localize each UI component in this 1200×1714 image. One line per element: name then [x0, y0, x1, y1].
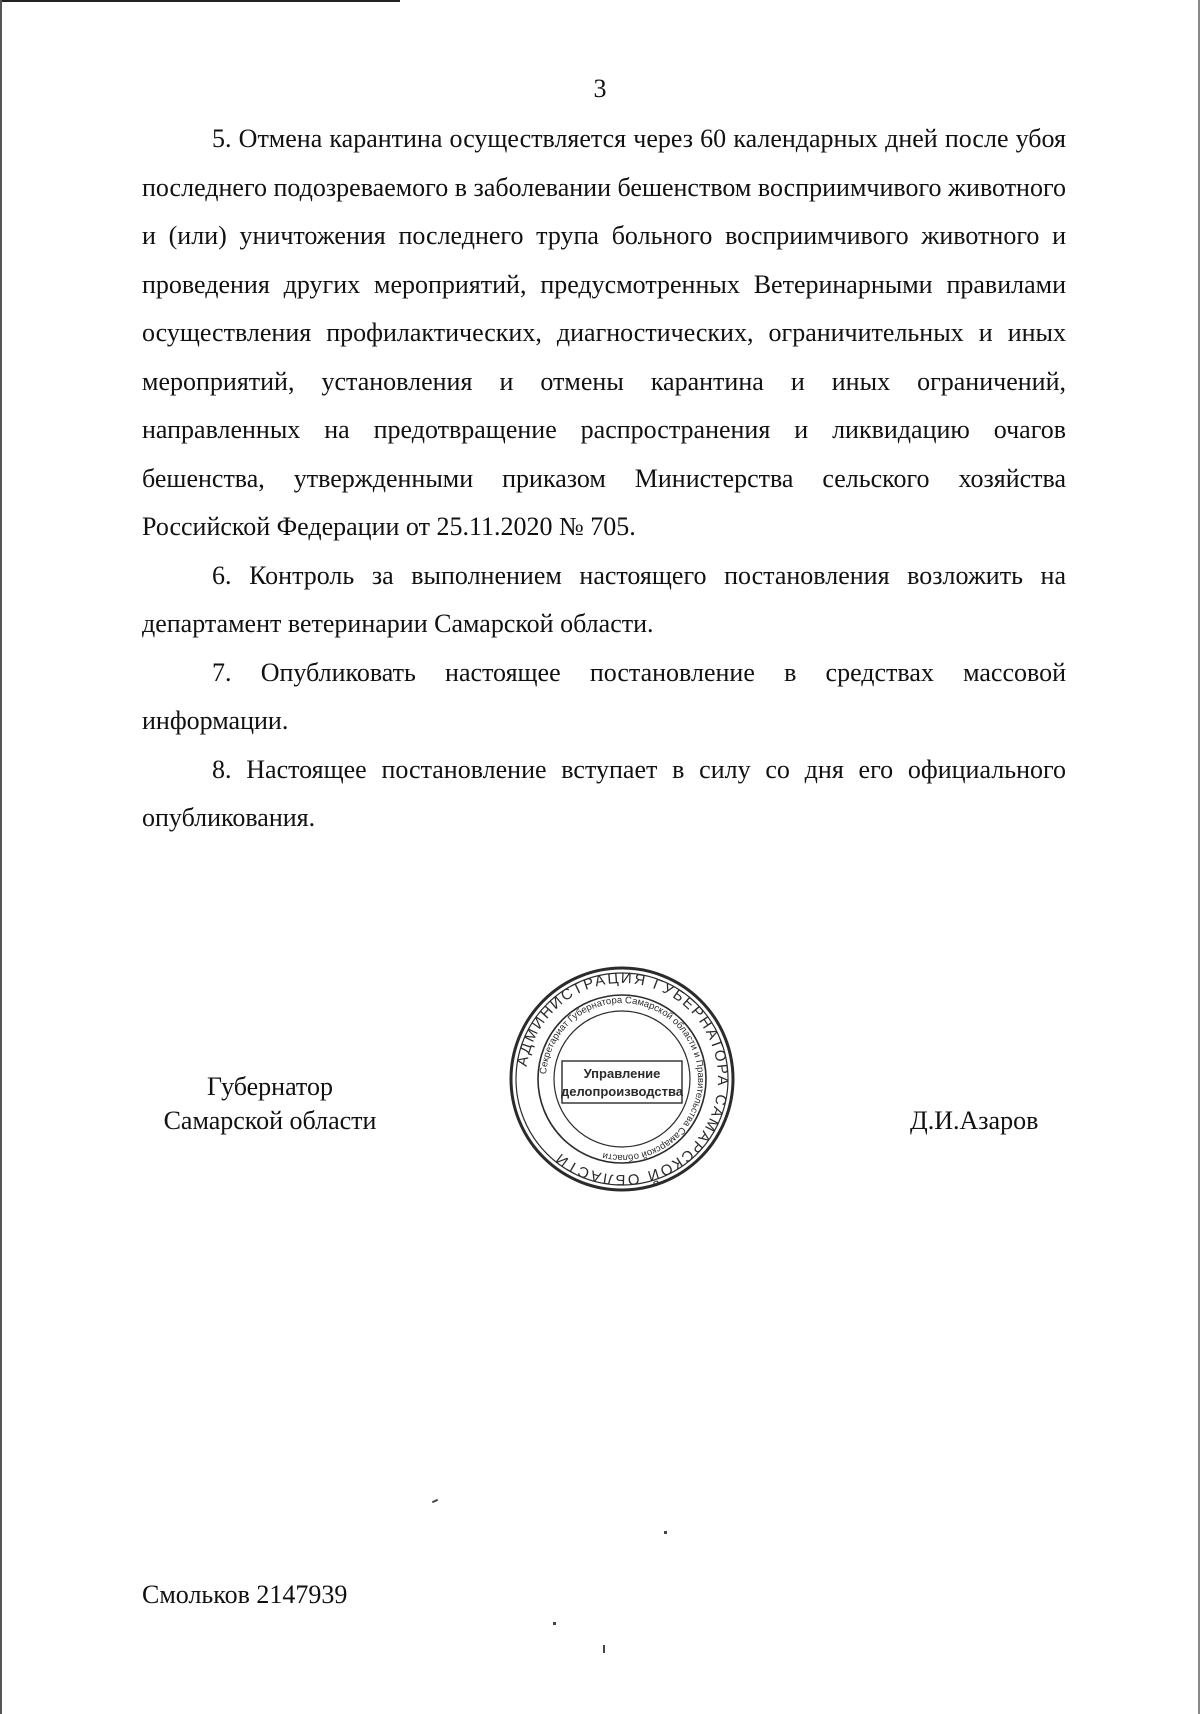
- page-number: 3: [593, 74, 607, 103]
- paragraph-5: 5. Отмена карантина осуществляется через 60 календарных дней после убоя последнего подозреваемого в заболевании бешенством восприимчивого животного и (или) уничтожения последнего трупа больного восприимчивого животного и проведения других мероприятий, предусмотренных Ветеринарными правилами осуществления профилактических, диагностических, ограничительных и иных мероприятий, установления и отмены карантина и иных ограничений, направленных на предотвращение распространения и ликвидацию очагов бешенства, утвержденными приказом Министерства сельского хозяйства Российской Федерации от 25.11.2020 № 705.: [142, 124, 1066, 541]
- paragraph-8: 8. Настоящее постановление вступает в силу со дня его официального опубликования.: [142, 754, 1066, 832]
- executor-note: Смольков 2147939: [142, 1580, 348, 1609]
- stamp-outer-textpath: АДМИНИСТРАЦИЯ ГУБЕРНАТОРА САМАРСКОЙ ОБЛАСТИ: [513, 969, 732, 1189]
- paragraph-7: 7. Опубликовать настоящее постановление в средствах массовой информации.: [142, 657, 1066, 735]
- scan-edge-top: [0, 0, 400, 2]
- stamp-inner-textpath: Секретариат Губернатора Самарской области и Правительства Самарской области: [538, 994, 707, 1164]
- stamp-center-line2: делопроизводства: [560, 1084, 684, 1099]
- signatory-title-line1: Губернатор: [207, 1072, 333, 1101]
- signatory-title: [140, 1070, 400, 1138]
- signatory-title-line2: Самарской области: [163, 1106, 377, 1135]
- scan-speck: [664, 1531, 667, 1534]
- scan-speck: [432, 1499, 438, 1503]
- paragraph-6: 6. Контроль за выполнением настоящего постановления возложить на департамент ветеринарии Самарской области.: [142, 560, 1066, 638]
- document-body: [142, 115, 1066, 843]
- official-stamp: [508, 965, 736, 1193]
- stamp-center-line1: Управление: [583, 1066, 661, 1081]
- scan-speck: [603, 1645, 605, 1653]
- scan-speck: [553, 1622, 556, 1625]
- scan-edge-left: [0, 0, 2, 1714]
- signatory-name: Д.И.Азаров: [910, 1106, 1039, 1135]
